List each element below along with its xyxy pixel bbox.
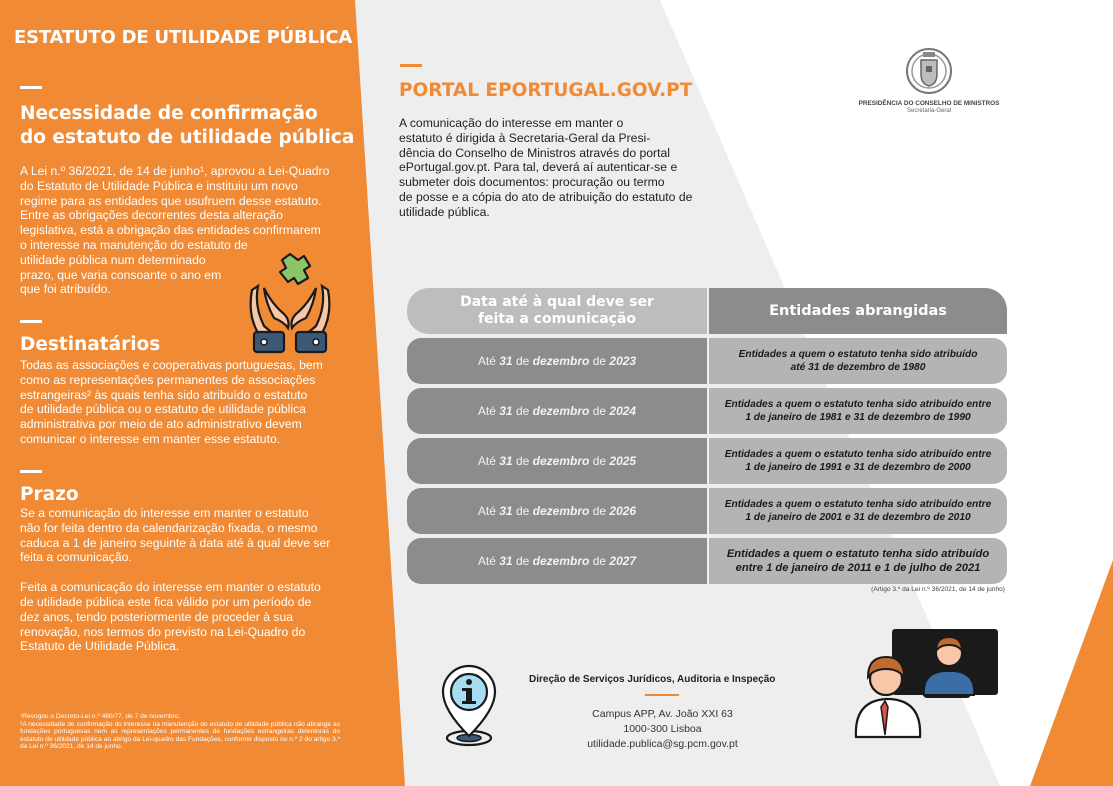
text-line: legislativa, está a obrigação das entidades confirmarem: [20, 223, 321, 238]
text-line: estrangeiras² às quais tenha sido atribuído o estatuto: [20, 387, 308, 402]
hands-puzzle-icon: [240, 246, 340, 356]
entities-cell: Entidades a quem o estatuto tenha sido atribuído até 31 de dezembro de 1980: [709, 338, 1007, 384]
entities-cell: Entidades a quem o estatuto tenha sido atribuído entre 1 de janeiro de 2001 e 31 de dezembro de 2010: [709, 488, 1007, 534]
date-cell: Até 31 de dezembro de 2023: [407, 338, 707, 384]
text-line: que foi atribuído.: [20, 282, 111, 297]
footnotes: [20, 713, 340, 751]
heading-line: Necessidade de confirmação: [20, 103, 318, 124]
text-line: A Lei n.º 36/2021, de 14 de junho¹, aprovou a Lei-Quadro: [20, 164, 330, 178]
text-line: dência do Conselho de Ministros através do portal: [399, 145, 670, 160]
section-text-prazo: [20, 506, 330, 654]
video-meeting-icon: [852, 627, 1002, 742]
divider: [400, 64, 422, 67]
text-line: feita a comunicação.: [20, 550, 132, 565]
text-line: utilidade pública.: [399, 204, 490, 219]
entities-cell: Entidades a quem o estatuto tenha sido atribuído entre 1 de janeiro de 1981 e 31 de dezembro de 1990: [709, 388, 1007, 434]
date-cell: Até 31 de dezembro de 2024: [407, 388, 707, 434]
text-line: A comunicação do interesse em manter o: [399, 116, 624, 130]
portal-text: [399, 116, 692, 220]
address-line: 1000-300 Lisboa: [623, 723, 702, 735]
text-line: de utilidade pública ou o estatuto de utilidade pública: [20, 402, 306, 417]
section-heading-destinatarios: Destinatários: [20, 334, 161, 355]
table-header: [407, 288, 1007, 334]
text-line: de posse e a cópia do ato de atribuição do estatuto de: [399, 189, 693, 204]
contact-email: utilidade.publica@sg.pcm.gov.pt: [587, 738, 738, 750]
text-line: submeter dois documentos: procuração ou termo: [399, 175, 665, 190]
logo-name: PRESIDÊNCIA DO CONSELHO DE MINISTROS: [858, 100, 1000, 107]
footnote: ²A necessidade de confirmação do interesse na manutenção do estatuto de utilidade pública não abrange as fundações portuguesas nem as representações permanentes de fundações estrangeiras detentoras do estatuto de utilidade pública ao abrigo da Lei-quadro das Fundações, conforme disposto no n.º 2 do artigo 3.º da Lei n.º 36/2021, de 14 de junho.: [20, 720, 340, 751]
portal-title: PORTAL EPORTUGAL.GOV.PT: [399, 80, 693, 101]
footnote: ¹Revogou o Decreto-Lei n.º 460/77, de 7 de novembro.: [20, 713, 181, 720]
header-text: Data até à qual deve ser: [460, 294, 654, 310]
table-row: [407, 538, 1007, 584]
text-line: Todas as associações e cooperativas portuguesas, bem: [20, 358, 323, 372]
text-line: utilidade pública num determinado: [20, 252, 206, 267]
text-line: dez anos, tendo posteriormente de proceder à sua: [20, 609, 294, 624]
contact-org: Direção de Serviços Jurídicos, Auditoria e Inspeção: [529, 674, 776, 685]
divider: [20, 86, 42, 89]
text-line: ePortugal.gov.pt. Para tal, deverá aí autenticar-se e: [399, 160, 678, 175]
contact-divider: [645, 694, 679, 696]
text-line: administrativa por meio de ato administrativo devem: [20, 417, 302, 432]
text-line: como as representações permanentes de associações: [20, 372, 316, 387]
logo-sub: Secretaria-Geral: [906, 108, 951, 114]
entities-cell: Entidades a quem o estatuto tenha sido atribuído entre 1 de janeiro de 2011 e 1 de julho de 2021: [709, 538, 1007, 584]
header-text: feita a comunicação: [477, 311, 637, 327]
table-row: [407, 388, 1007, 434]
divider: [20, 470, 42, 473]
coat-of-arms-icon: [903, 46, 955, 96]
date-cell: Até 31 de dezembro de 2026: [407, 488, 707, 534]
text-line: Entre as obrigações decorrentes desta alteração: [20, 208, 283, 223]
text-line: de utilidade pública este fica válido por um período de: [20, 594, 312, 609]
text-line: Se a comunicação do interesse em manter o estatuto: [20, 506, 309, 520]
text-line: Estatuto de Utilidade Pública.: [20, 639, 180, 654]
text-line: renovação, nos termos do previsto na Lei-Quadro do: [20, 624, 306, 639]
table-row: [407, 488, 1007, 534]
section-heading-prazo: Prazo: [20, 484, 79, 505]
table-source: (Artigo 3.º da Lei n.º 36/2021, de 14 de junho): [871, 586, 1005, 593]
header-entities: Entidades abrangidas: [709, 288, 1007, 334]
contact-address: [540, 707, 785, 752]
address-line: Campus APP, Av. João XXI 63: [592, 708, 733, 720]
section-heading-necessidade: [20, 102, 354, 150]
banner-title: ESTATUTO DE UTILIDADE PÚBLICA: [14, 27, 353, 48]
text-line: não for feita dentro da calendarização fixada, o mesmo: [20, 520, 318, 535]
info-pin-icon: [441, 660, 497, 750]
heading-line: do estatuto de utilidade pública: [20, 127, 355, 148]
table-row: [407, 338, 1007, 384]
text-line: o interesse na manutenção do estatuto de: [20, 237, 248, 252]
entities-cell: Entidades a quem o estatuto tenha sido atribuído entre 1 de janeiro de 1991 e 31 de dezembro de 2000: [709, 438, 1007, 484]
section-text-destinatarios: [20, 358, 323, 447]
text-line: do Estatuto de Utilidade Pública e instituiu um novo: [20, 178, 298, 193]
text-line: caduca a 1 de janeiro seguinte à data até à qual deve ser: [20, 535, 331, 550]
table-row: [407, 438, 1007, 484]
text-line: Feita a comunicação do interesse em manter o estatuto: [20, 580, 321, 595]
text-line: comunicar o interesse em manter esse estatuto.: [20, 431, 281, 446]
date-cell: Até 31 de dezembro de 2025: [407, 438, 707, 484]
header-date: [407, 288, 707, 334]
text-line: prazo, que varia consoante o ano em: [20, 267, 222, 282]
text-line: regime para as entidades que usufruem desse estatuto.: [20, 193, 322, 208]
text-line: estatuto é dirigida à Secretaria-Geral da Presi-: [399, 130, 651, 145]
date-cell: Até 31 de dezembro de 2027: [407, 538, 707, 584]
divider: [20, 320, 42, 323]
